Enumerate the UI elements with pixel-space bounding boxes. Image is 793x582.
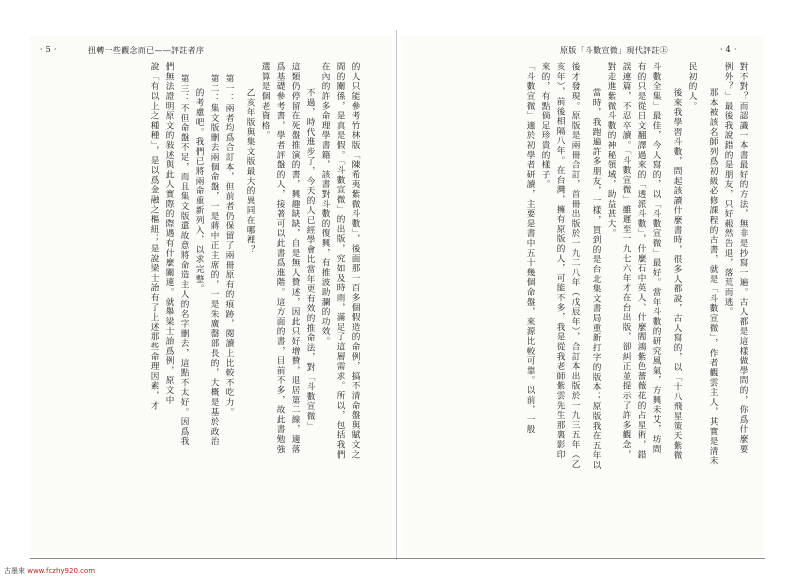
right-paragraph-6: 斗數全集」最佳，今人寫的，以「斗數宣微」最好。當年斗數的研究風氣，方興未艾，坊間 [651,62,661,454]
bottom-rule [30,558,765,559]
right-paragraph-12: 亥年），前後相隔八年。在台灣，擁有原版的人，可能不多，我是從我老師紫雲先生那裏影印 [555,62,565,460]
site-name: 古墨來 [4,567,25,575]
left-paragraph-8: 乙亥年版與集文版最大的異同在哪裡？ [245,88,255,255]
left-paragraph-3: 在內的許多命理學書籍，該書對斗數的復興，有推波助瀾的功效。 [320,62,330,347]
right-page-header: 原版「斗數宣微」現代評註㊤ [560,46,668,55]
left-paragraph-7: 選算是個老資格。 [260,62,270,141]
left-paragraph-11: 的考慮吧。我們已將兩命重新列入，以求完整。 [194,88,204,294]
site-watermark [4,566,95,576]
left-paragraph-5: 這類仍停留在死盤推演的書，興趣缺缺，自是無人贊述，因此只好增贊，退居第二線，適落 [290,62,300,454]
left-page-body [62,62,362,552]
right-page-body [420,62,750,552]
left-paragraph-14: 說「有以上之種種」，是以爲金融之樞紐；是說梁士詒有了上述那些命理因素，才 [149,62,159,411]
right-paragraph-4: 民初的人。 [687,62,697,111]
left-paragraph-9: 第一：兩者均爲合訂本，但前者仍保留了兩冊原有的痕跡，閱讀上比較不吃力。 [224,74,234,417]
left-paragraph-2: 間的關係，是真是假。「斗數宣微」的出版，究如及時雨，滿足了這層需求。所以，包括我們 [335,62,345,460]
right-paragraph-14: 「斗數宣微」適於初學者研讀，主要是書中五十幾個命盤，來源比較可靠。以前，一般 [525,62,535,435]
page-spine [396,30,397,560]
right-paragraph-5: 後來我學習斗數，問起該讀什麼書時，很多人都說，古人寫的，以「十八飛星策天紫微 [672,88,682,461]
right-paragraph-10: 當時，我跑遍許多朋友，一樣，買到的是台北集文書局重新打字的版本；原版我在五年以 [591,88,601,471]
right-page-number: · 4 · [720,45,737,54]
right-paragraph-11: 後才發現。原版是兩冊合訂，首冊出版於一九二八年（戊辰年），合訂本出版於一九三五年（乙 [570,62,580,470]
left-paragraph-1: 的人只能參考竹林版「陳希夷紫微斗數」，後面那一百多個假造的命例，搞不清命盤與賦文之 [350,62,360,460]
right-paragraph-8: 誤連篇，不忍卒讀。「斗數宣微」雖遲至一九七六年才在台出版，卻糾正並提示了許多觀念， [621,62,631,460]
left-paragraph-13: 們無法證明原文的敍述與此人實際的際遇有什麼關連。就舉梁士詒爲例，原文中 [164,62,174,405]
left-paragraph-6: 爲基礎參考書，學者評盤的人，接著可以此書爲進階。這方面的書，目前不多，故此書勉強 [275,62,285,454]
right-paragraph-13: 來的，有點倘足珍貴的樣子。 [540,62,550,190]
left-page-header: 扭轉一些觀念而已——評註者序 [88,46,205,55]
right-paragraph-9: 對走進紫微斗數的神秘領域，助益甚大。 [606,62,616,239]
right-paragraph-2: 例外？」最後我說錯的是朋友，只好赧然告退，落荒而逃。 [723,62,733,317]
left-paragraph-10: 第二：集文版刪去兩個命盤，一是蔣中正主席的，一是朱廣罄部長的，大概是基於政治 [209,74,219,447]
right-paragraph-1: 對不對？而認識一本書最好的方法，無非是抄寫一遍。古人都是這樣做學問的，你爲什麼要 [738,62,748,454]
left-paragraph-4: 不過，時代進步了，今天的人已經學會比當年更有效的推命法，對「斗數宣微」 [305,88,315,431]
left-paragraph-12: 第三：不但命盤不足，而且集文版還故意將命造主人的名字刪去，這點不太好。因爲我 [179,74,189,447]
site-url: www.fczhy920.com [27,567,96,575]
right-paragraph-7: 有的只是從日文翻譯過來的「透派斗數」，什麼石中英人、什麼閻鴻紫色薔薇花的占星術，錯 [636,62,646,460]
left-page-number: · 5 · [40,45,57,54]
right-paragraph-3: 那本被該名師列爲初級必修課程的古書，就是「斗數宣微」，作者觀雲主人，其實是清末 [708,88,718,466]
